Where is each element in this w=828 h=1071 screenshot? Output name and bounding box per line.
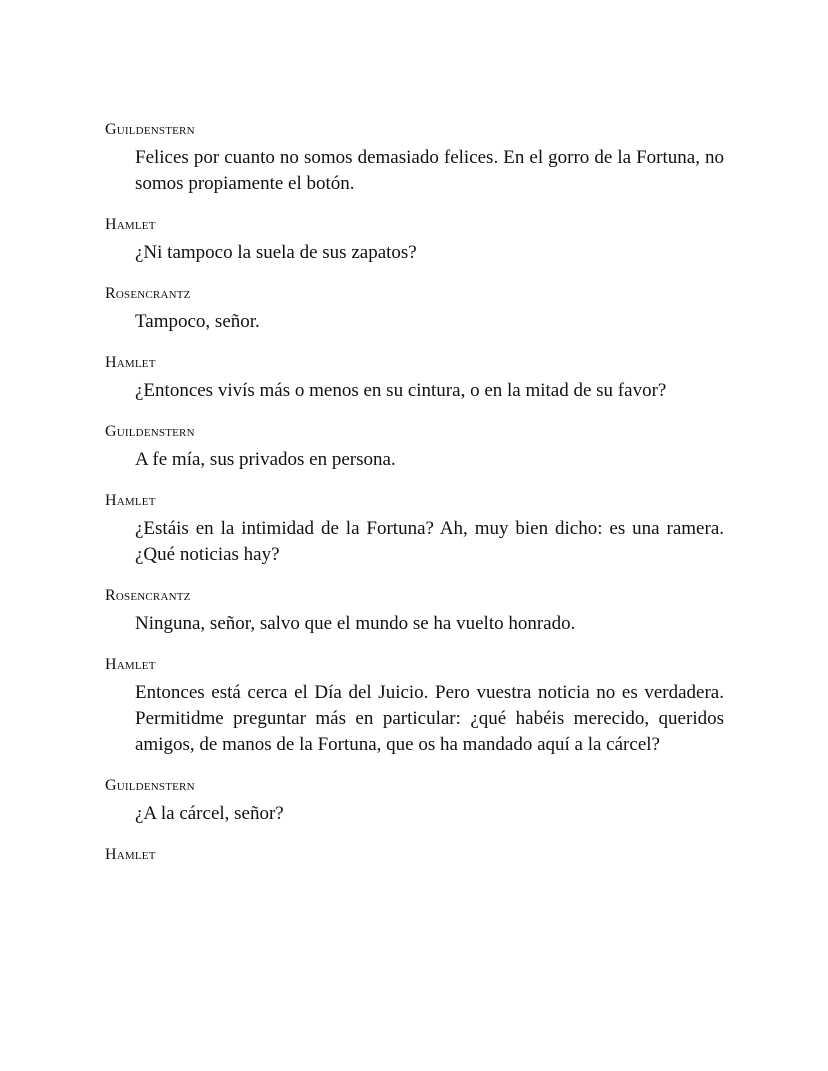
- speech-text: ¿A la cárcel, señor?: [135, 803, 284, 824]
- speaker-name: Guildenstern: [105, 121, 195, 138]
- speech-text: ¿Entonces vivís más o menos en su cintura, o en la mitad de su favor?: [135, 380, 667, 401]
- dialogue-entry: [105, 283, 724, 335]
- speech-text: Tampoco, señor.: [135, 311, 260, 332]
- speech-text: Entonces está cerca el Día del Juicio. Pero vuestra noticia no es verdadera. Permitidme preguntar más en particular: ¿qué habéis merecido, queridos amigos, de manos de la Fortuna, que os ha mandado aquí a la cárcel?: [135, 682, 724, 755]
- dialogue-entry: [105, 490, 724, 568]
- speaker-name: Rosencrantz: [105, 285, 191, 302]
- speaker-name: Hamlet: [105, 492, 156, 509]
- speech-text: ¿Estáis en la intimidad de la Fortuna? Ah, muy bien dicho: es una ramera. ¿Qué noticias hay?: [135, 518, 724, 565]
- speaker-name: Hamlet: [105, 216, 156, 233]
- play-script-page: [105, 119, 724, 866]
- dialogue-entry: [105, 844, 724, 866]
- dialogue-entry: [105, 119, 724, 197]
- speech-text: ¿Ni tampoco la suela de sus zapatos?: [135, 242, 417, 263]
- speech-text: A fe mía, sus privados en persona.: [135, 449, 396, 470]
- dialogue-entry: [105, 352, 724, 404]
- dialogue-entry: [105, 654, 724, 758]
- speaker-name: Hamlet: [105, 354, 156, 371]
- speech-text: Ninguna, señor, salvo que el mundo se ha vuelto honrado.: [135, 613, 576, 634]
- dialogue-entry: [105, 214, 724, 266]
- speaker-name: Hamlet: [105, 656, 156, 673]
- dialogue-entry: [105, 421, 724, 473]
- speaker-name: Hamlet: [105, 846, 156, 863]
- speaker-name: Guildenstern: [105, 423, 195, 440]
- dialogue-entry: [105, 775, 724, 827]
- speaker-name: Rosencrantz: [105, 587, 191, 604]
- speech-text: Felices por cuanto no somos demasiado felices. En el gorro de la Fortuna, no somos propiamente el botón.: [135, 147, 724, 194]
- dialogue-entry: [105, 585, 724, 637]
- speaker-name: Guildenstern: [105, 777, 195, 794]
